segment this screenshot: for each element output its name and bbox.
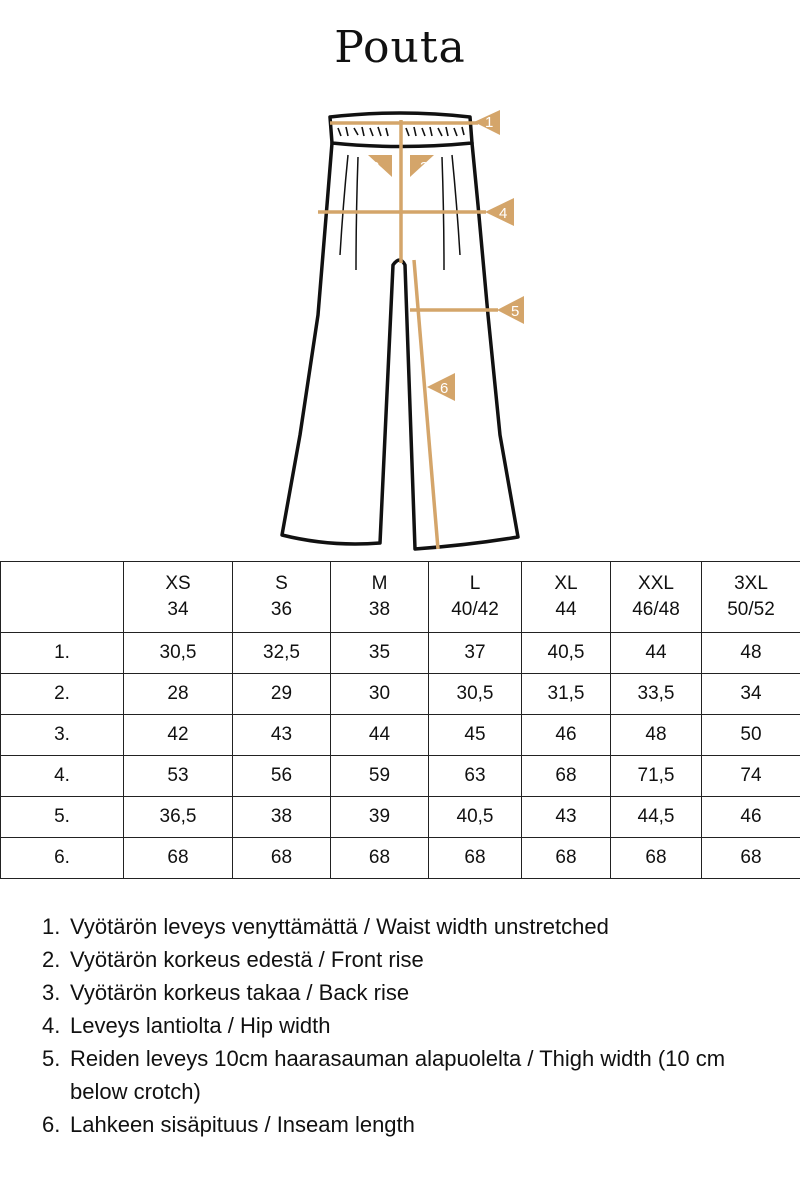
table-cell: 53 [124,756,233,797]
table-cell: 71,5 [611,756,702,797]
table-cell: 68 [522,838,611,879]
legend-text: Vyötärön korkeus takaa / Back rise [70,980,410,1005]
row-label: 1. [1,633,124,674]
marker-6 [427,373,455,401]
size-label: M [371,573,388,594]
table-cell: 30 [331,674,429,715]
legend-item [42,910,782,943]
table-cell: 37 [429,633,522,674]
table-cell: 40,5 [429,797,522,838]
size-number: 46/48 [632,599,680,620]
table-row [1,633,800,674]
legend-text: Lahkeen sisäpituus / Inseam length [70,1112,415,1137]
table-cell: 35 [331,633,429,674]
legend-text: Leveys lantiolta / Hip width [70,1013,331,1038]
table-cell: 43 [522,797,611,838]
marker-5 [497,296,524,324]
row-label: 6. [1,838,124,879]
table-cell: 45 [429,715,522,756]
size-number: 40/42 [451,599,499,620]
table-row [1,674,800,715]
marker-4 [485,198,514,226]
table-cell: 40,5 [522,633,611,674]
size-label: L [469,573,481,594]
size-number: 50/52 [727,599,775,620]
marker-1 [474,110,500,135]
table-cell: 48 [702,633,800,674]
marker-1-label: 1 [485,114,494,131]
legend-number: 6. [42,1112,61,1137]
measurement-legend [42,910,782,1141]
table-cell: 34 [702,674,800,715]
marker-2 [368,155,392,177]
table-row [1,797,800,838]
table-cell: 68 [124,838,233,879]
marker-5-label: 5 [511,303,520,320]
marker-3-label: 3 [420,159,429,176]
table-cell: 46 [522,715,611,756]
row-label: 2. [1,674,124,715]
table-cell: 68 [611,838,702,879]
table-cell: 68 [233,838,331,879]
table-cell: 33,5 [611,674,702,715]
size-label: XXL [638,573,674,594]
table-row [1,756,800,797]
legend-number: 2. [42,947,61,972]
page-title: Pouta [334,22,466,73]
size-number: 36 [270,599,293,620]
table-cell: 50 [702,715,800,756]
table-cell: 29 [233,674,331,715]
table-cell: 30,5 [429,674,522,715]
marker-4-label: 4 [499,205,508,222]
size-header-cell [522,562,611,633]
table-cell: 63 [429,756,522,797]
legend-number: 5. [42,1046,61,1071]
table-row [1,715,800,756]
table-cell: 28 [124,674,233,715]
table-cell: 39 [331,797,429,838]
marker-6-label: 6 [440,380,449,397]
table-cell: 36,5 [124,797,233,838]
legend-item [42,1009,782,1042]
table-cell: 46 [702,797,800,838]
table-cell: 68 [702,838,800,879]
row-label: 4. [1,756,124,797]
table-cell: 68 [522,756,611,797]
size-header-cell [702,562,800,633]
size-header-cell [331,562,429,633]
table-cell: 68 [429,838,522,879]
table-cell: 31,5 [522,674,611,715]
legend-text: Vyötärön korkeus edestä / Front rise [70,947,424,972]
legend-number: 3. [42,980,61,1005]
table-header-row [1,562,800,633]
marker-3 [410,155,434,177]
size-header-cell [233,562,331,633]
table-cell: 56 [233,756,331,797]
row-label: 3. [1,715,124,756]
size-header-cell [611,562,702,633]
table-cell: 59 [331,756,429,797]
size-label: XS [165,573,191,594]
table-cell: 48 [611,715,702,756]
table-cell: 68 [331,838,429,879]
table-cell: 38 [233,797,331,838]
table-cell: 30,5 [124,633,233,674]
legend-number: 1. [42,914,61,939]
size-label: XL [554,573,578,594]
trousers-diagram [0,95,800,560]
legend-number: 4. [42,1013,61,1038]
table-cell: 42 [124,715,233,756]
size-label: 3XL [734,573,768,594]
legend-item [42,1042,782,1108]
size-header-cell [124,562,233,633]
legend-item [42,943,782,976]
table-cell: 43 [233,715,331,756]
legend-item [42,976,782,1009]
legend-item [42,1108,782,1141]
table-corner-cell [1,562,124,633]
table-cell: 44 [611,633,702,674]
size-header-cell [429,562,522,633]
table-row [1,838,800,879]
legend-text: Reiden leveys 10cm haarasauman alapuolelta / Thigh width (10 cm below crotch) [70,1046,726,1104]
size-number: 38 [368,599,391,620]
row-label: 5. [1,797,124,838]
size-table [0,561,800,879]
table-cell: 44,5 [611,797,702,838]
marker-2-label: 2 [371,159,380,176]
table-cell: 74 [702,756,800,797]
size-label: S [275,573,288,594]
table-cell: 44 [331,715,429,756]
legend-text: Vyötärön leveys venyttämättä / Waist width unstretched [70,914,609,939]
table-cell: 32,5 [233,633,331,674]
size-number: 34 [167,599,189,620]
size-number: 44 [555,599,577,620]
